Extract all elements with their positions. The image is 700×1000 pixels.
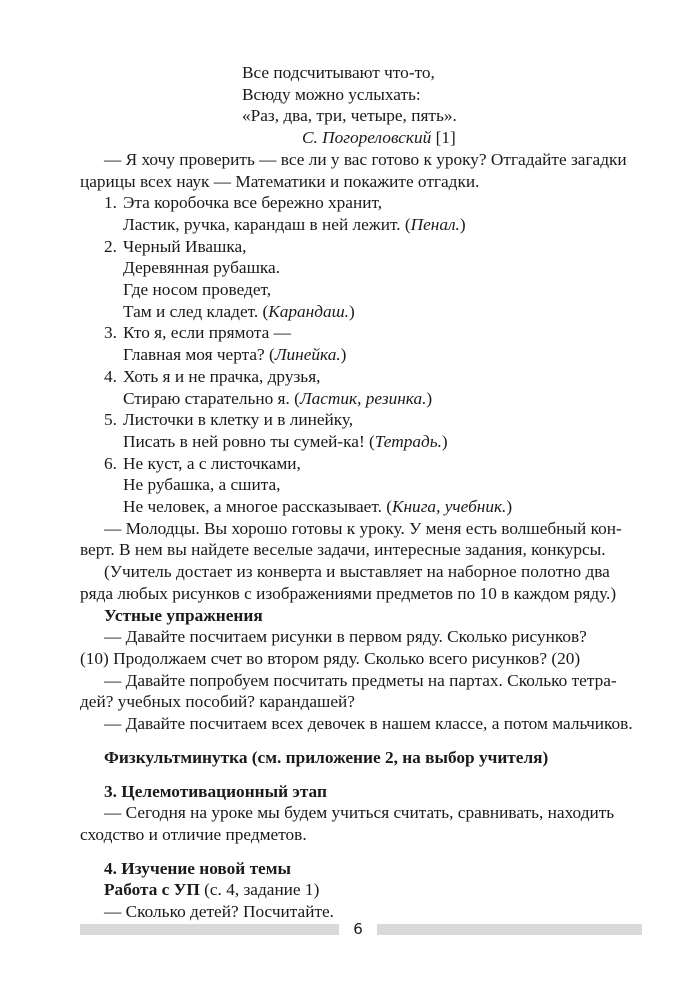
epigraph-line: Всюду можно услыхать: [242, 84, 421, 104]
oral-exercises-heading: Устные упражнения [104, 605, 263, 625]
riddle-answer: Линейка. [274, 345, 341, 365]
riddle-last-line: Писать в ней ровно ты сумей-ка! [123, 431, 370, 451]
riddle-number: 1. [104, 193, 117, 213]
riddle-line: Не человек, а многое рассказывает. (Книга, учебник.) [123, 497, 513, 517]
teacher-note-line: (Учитель достает из конверта и выставляет на наборное полотно два [104, 562, 610, 582]
oral-line: — Давайте посчитаем всех девочек в нашем классе, а потом мальчиков. [104, 714, 633, 734]
page-footer [80, 920, 642, 938]
epigraph-author-line [302, 127, 642, 149]
work-line [80, 879, 642, 901]
riddle-line: Кто я, если прямота — [123, 323, 291, 343]
riddle-line: Ластик, ручка, карандаш в ней лежит. (Пенал.) [123, 214, 466, 234]
riddle-item [80, 322, 642, 344]
riddle-line: Стираю старательно я. (Ластик, резинка.) [123, 388, 433, 408]
epigraph-author: С. Погореловский [302, 128, 432, 148]
envelope-line: верт. В нем вы найдете веселые задачи, интересные задания, конкурсы. [80, 540, 606, 560]
riddle-line: Там и след кладет. (Карандаш.) [123, 301, 355, 321]
footer-bar-left [80, 924, 339, 935]
page-body [80, 62, 642, 923]
section3-line: — Сегодня на уроке мы будем учиться считать, сравнивать, находить [104, 803, 615, 823]
riddle-last-line: Там и след кладет. [123, 301, 263, 321]
riddle-last-line: Стираю старательно я. [123, 388, 295, 408]
riddle-last-line: Главная моя черта? [123, 345, 270, 365]
oral-line: (10) Продолжаем счет во втором ряду. Сколько всего рисунков? (20) [80, 648, 581, 668]
riddle-last-line: Не человек, а многое рассказывает. [123, 497, 387, 517]
riddle-line: Деревянная рубашка. [123, 258, 281, 278]
page-number: 6 [353, 920, 363, 938]
riddle-line: Главная моя черта? (Линейка.) [123, 345, 347, 365]
oral-line: дей? учебных пособий? карандашей? [80, 692, 355, 712]
riddle-number: 3. [104, 323, 117, 343]
riddle-line: Эта коробочка все бережно хранит, [123, 193, 383, 213]
oral-line: — Давайте попробуем посчитать предметы на партах. Сколько тетра- [104, 670, 617, 690]
riddle-answer: Книга, учебник. [392, 497, 507, 517]
oral-line: — Давайте посчитаем рисунки в первом ряду. Сколько рисунков? [104, 627, 587, 647]
riddle-number: 4. [104, 366, 117, 386]
work-label: Работа с УП [104, 880, 200, 900]
riddle-item [80, 366, 642, 388]
section4-heading: 4. Изучение новой темы [104, 858, 291, 878]
riddle-number: 6. [104, 453, 117, 473]
riddle-line: Не куст, а с листочками, [123, 453, 301, 473]
riddle-answer: Пенал. [410, 214, 460, 234]
section4-question: — Сколько детей? Посчитайте. [104, 902, 335, 922]
riddle-answer: Карандаш. [268, 301, 350, 321]
epigraph-line: «Раз, два, три, четыре, пять». [242, 106, 457, 126]
riddle-line: Листочки в клетку и в линейку, [123, 410, 354, 430]
epigraph-line: Все подсчитывают что-то, [242, 63, 435, 82]
riddle-number: 5. [104, 410, 117, 430]
section3-heading: 3. Целемотивационный этап [104, 781, 327, 801]
riddle-item [80, 192, 642, 214]
riddle-list [80, 192, 642, 518]
riddle-line: Где носом проведет, [123, 280, 272, 300]
section3-line: сходство и отличие предметов. [80, 824, 307, 844]
footer-bar-right [377, 924, 642, 935]
riddle-item [80, 409, 642, 431]
riddle-item [80, 453, 642, 475]
intro-line: — Я хочу проверить — все ли у вас готово к уроку? Отгадайте загадки [104, 149, 627, 169]
riddle-number: 2. [104, 236, 117, 256]
intro-line: царицы всех наук — Математики и покажите отгадки. [80, 171, 480, 191]
epigraph [80, 62, 642, 149]
riddle-item [80, 236, 642, 258]
riddle-line: Черный Ивашка, [123, 236, 247, 256]
teacher-note-line: ряда любых рисунков с изображениями предметов по 10 в каждом ряду.) [80, 583, 617, 603]
riddle-last-line: Ластик, ручка, карандаш в ней лежит. [123, 214, 405, 234]
riddle-line: Хоть я и не прачка, друзья, [123, 366, 321, 386]
epigraph-reference: [1] [435, 128, 456, 148]
riddle-answer: Тетрадь. [374, 431, 442, 451]
work-reference: (с. 4, задание 1) [199, 880, 320, 900]
fizkult-heading: Физкультминутка (см. приложение 2, на выбор учителя) [104, 747, 549, 767]
riddle-answer: Ластик, резинка. [299, 388, 427, 408]
envelope-line: — Молодцы. Вы хорошо готовы к уроку. У меня есть волшебный кон- [104, 518, 622, 538]
riddle-line: Писать в ней ровно ты сумей-ка! (Тетрадь.) [123, 431, 448, 451]
riddle-line: Не рубашка, а сшита, [123, 475, 281, 495]
